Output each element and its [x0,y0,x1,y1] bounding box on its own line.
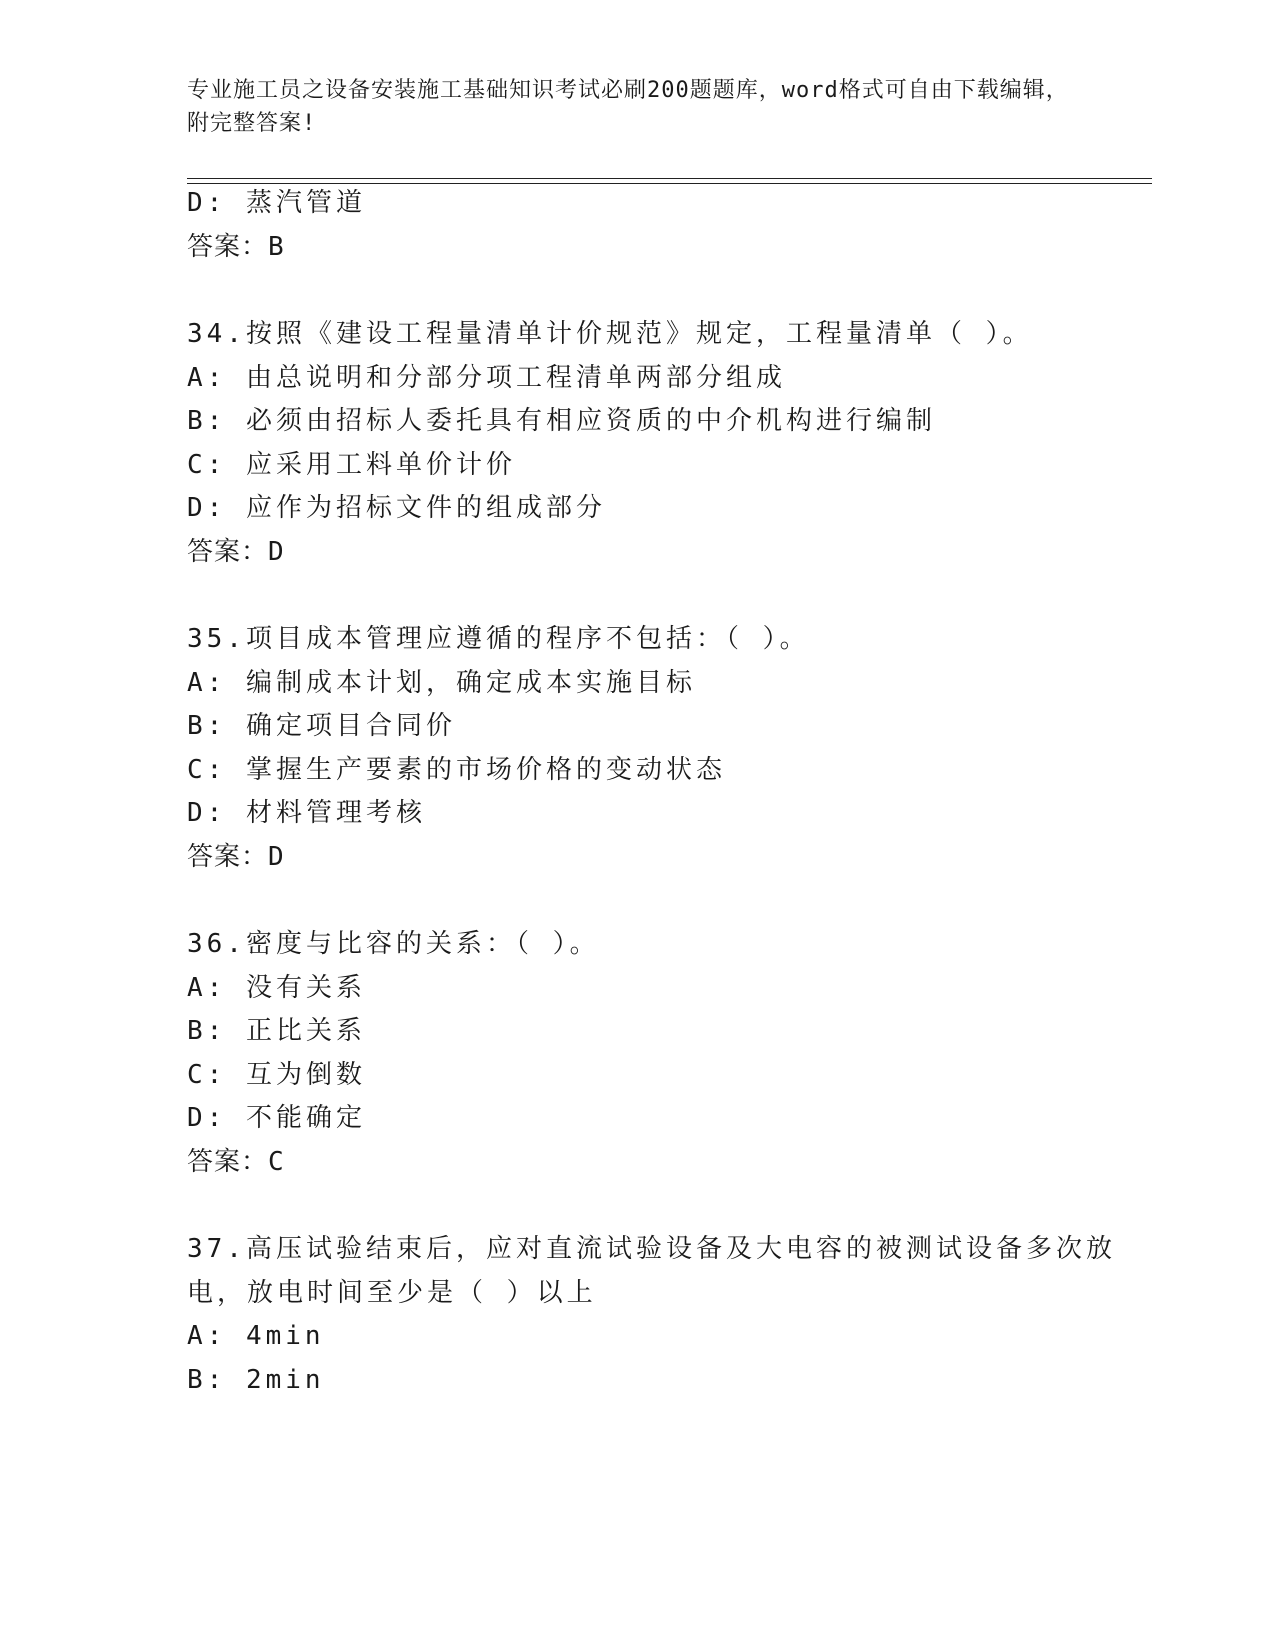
option-b: B: 正比关系 [187,1016,366,1046]
option-a: A: 编制成本计划，确定成本实施目标 [187,668,696,698]
answer-text: 答案：D [187,537,285,567]
header-rule-top [187,178,1152,179]
option-b: B: 2min [187,1365,325,1395]
question-stem-line-2: 电，放电时间至少是（ ）以上 [187,1278,597,1308]
option-c: C: 掌握生产要素的市场价格的变动状态 [187,755,726,785]
option-b: B: 确定项目合同价 [187,711,456,741]
option-c: C: 应采用工料单价计价 [187,450,516,480]
option-d: D: 材料管理考核 [187,798,426,828]
question-stem: 36.密度与比容的关系：（ ）。 [187,929,600,959]
answer-text: 答案：D [187,842,285,872]
option-a: A: 由总说明和分部分项工程清单两部分组成 [187,363,786,393]
header-rule-bottom [187,183,1152,184]
question-stem: 35.项目成本管理应遵循的程序不包括：（ ）。 [187,624,810,654]
option-d: D: 不能确定 [187,1103,366,1133]
option-a: A: 4min [187,1321,325,1351]
option-c: C: 互为倒数 [187,1060,366,1090]
document-header: 专业施工员之设备安装施工基础知识考试必刷200题题库，word格式可自由下载编辑，附完整答案! [187,78,1069,136]
answer-text: 答案：B [187,232,285,262]
option-d: D: 应作为招标文件的组成部分 [187,493,606,523]
option-a: A: 没有关系 [187,973,366,1003]
answer-text: 答案：C [187,1147,285,1177]
question-stem: 34.按照《建设工程量清单计价规范》规定，工程量清单（ ）。 [187,319,1033,349]
option-b: B: 必须由招标人委托具有相应资质的中介机构进行编制 [187,406,936,436]
option-d: D: 蒸汽管道 [187,188,366,218]
question-stem-line-1: 37.高压试验结束后，应对直流试验设备及大电容的被测试设备多次放 [187,1234,1116,1264]
